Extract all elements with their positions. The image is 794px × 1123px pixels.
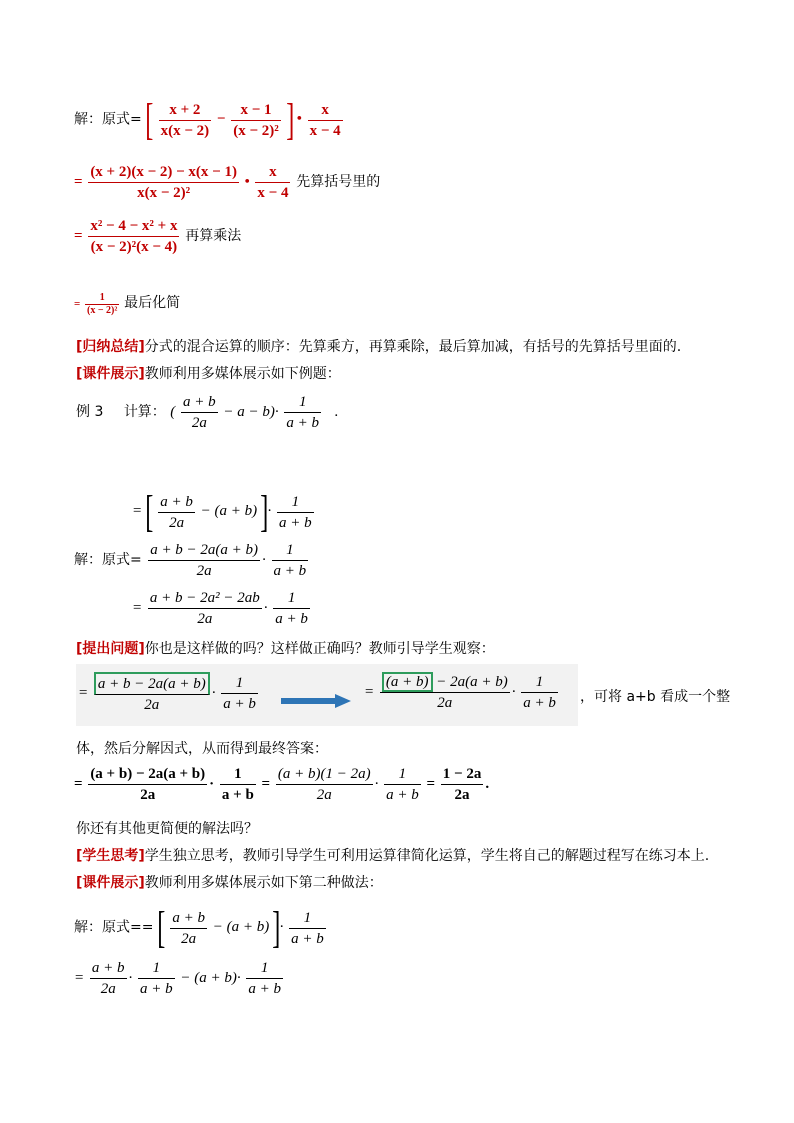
solution2-line-1: = [ $\frac{a + b}{2a}$ − (a + b) ]· $\frac{1}{a + b}$ <box>132 487 312 536</box>
right-arrow-icon <box>281 694 351 708</box>
courseware-paragraph-2: [课件展示]教师利用多媒体展示如下第二种做法： <box>76 875 383 891</box>
fraction: $\frac{(a + b) - 2a(a + b)}{2a}$ <box>90 766 206 803</box>
bracket-left: [ <box>145 487 154 536</box>
solution-line-3: = $\frac{\text{x² − 4 − x² + x}}{\text{(x − 2)²(x − 4)}}$ 再算乘法 <box>74 218 242 255</box>
fraction: $\frac{(x + 2)(x - 2) - x(x - 1)}{\text{x(x − 2)²}}$ <box>90 164 237 201</box>
fraction: $\frac{a + b}{2a}$ <box>183 394 216 431</box>
fraction: $\frac{x - 1}{\text{(x − 2)²}}$ <box>233 101 279 139</box>
fraction: $\frac{1}{a + b}$ <box>286 394 320 431</box>
continuation-text: 体，然后分解因式，从而得到最终答案： <box>76 741 328 757</box>
section-tag: [课件展示] <box>76 875 145 891</box>
fraction: $\frac{a + b}{2a}$ <box>172 909 205 947</box>
fraction: $\frac{(a + b)(1 - 2a)}{2a}$ <box>277 766 371 803</box>
final-answer: = $\frac{(a + b) - 2a(a + b)}{2a}$ · $\frac{1}{a + b}$ = $\frac{(a + b)(1 - 2a)}{2a}$ · $\frac{1}{a + b}$ = $\frac{1 - 2a}{2a}$ . <box>74 766 490 803</box>
fraction: $\frac{1}{a + b}$ <box>291 909 324 947</box>
other-method-question: 你还有其他更简便的解法吗？ <box>76 821 258 837</box>
solution-prefix: 解：原式== <box>74 919 154 936</box>
section-tag: [课件展示] <box>76 366 145 382</box>
fraction: $\frac{1}{a + b}$ <box>221 766 254 803</box>
fraction: $\frac{1}{a + b}$ <box>248 960 281 997</box>
bracket-right: ] <box>260 487 269 536</box>
courseware-paragraph: [课件展示]教师利用多媒体展示如下例题： <box>76 366 341 382</box>
fraction: $\frac{\text{x² − 4 − x² + x}}{\text{(x − 2)²(x − 4)}}$ <box>90 218 178 255</box>
bracket-left: [ <box>157 903 166 952</box>
step-note: 最后化简 <box>124 295 181 312</box>
solution-prefix: 解：原式= <box>74 111 142 128</box>
section-tag: [学生思考] <box>76 848 145 864</box>
step-note: 再算乘法 <box>185 227 242 244</box>
highlight-box: (a + b) <box>382 672 433 692</box>
fraction: $\frac{x}{x - 4}$ <box>257 164 289 201</box>
banner-left-expression: = $\frac{a + b - 2a(a + b)}{2a}$ · $\frac{1}{a + b}$ <box>78 672 260 715</box>
fraction: $\frac{1}{a + b}$ <box>223 675 256 712</box>
step-note: 先算括号里的 <box>296 173 381 190</box>
solution-line-4: = $\frac{1}{\text{(x − 2)²}}$ 最后化简 <box>74 292 181 316</box>
fraction: $\frac{1}{a + b}$ <box>273 542 307 579</box>
solution2-line-3: = $\frac{\text{a + b − 2a² − 2ab}}{2a}$ · $\frac{1}{a + b}$ <box>132 590 308 627</box>
highlight-box: a + b − 2a(a + b) <box>94 672 210 695</box>
fraction: $\frac{1}{a + b}$ <box>275 590 308 627</box>
student-think-paragraph: [学生思考]学生独立思考，教师引导学生可利用运算律简化运算，学生将自己的解题过程写在练习本上. <box>76 848 710 864</box>
section-tag: [提出问题] <box>76 641 145 657</box>
question-paragraph: [提出问题]你也是这样做的吗？这样做正确吗？教师引导学生观察： <box>76 641 495 657</box>
fraction: $\frac{1}{a + b}$ <box>279 493 312 531</box>
fraction: $\frac{1}{a + b}$ <box>386 766 419 803</box>
fraction: $\frac{\text{a + b − 2a² − 2ab}}{2a}$ <box>149 590 260 627</box>
fraction: $\frac{a + b - 2a(a + b)}{2a}$ <box>94 672 210 715</box>
solution-prefix: 解：原式= <box>74 551 142 568</box>
fraction: $\frac{(a + b) - 2a(a + b)}{2a}$ <box>380 672 510 713</box>
example-3: 例 3 计算： ( $\frac{a + b}{2a}$ − a − b)· $\frac{1}{a + b}$ . <box>76 394 339 431</box>
bracket-right: ] <box>272 903 281 952</box>
fraction: $\frac{x}{x - 4}$ <box>309 101 341 139</box>
fraction: $\frac{1 - 2a}{2a}$ <box>442 766 482 803</box>
solution3-line-2: = $\frac{a + b}{2a}$ · $\frac{1}{a + b}$ − (a + b)· $\frac{1}{a + b}$ <box>74 960 281 997</box>
fraction: $\frac{1}{a + b}$ <box>140 960 173 997</box>
example-label: 例 3 <box>76 403 104 420</box>
fraction: $\frac{a + b}{2a}$ <box>91 960 125 997</box>
fraction: $\frac{a + b - 2a(a + b)}{2a}$ <box>150 542 259 579</box>
solution-line-1: 解：原式= [ $\frac{x + 2}{x(x - 2)}$ − $\frac{x - 1}{\text{(x − 2)²}}$ ] • $\frac{x}{x - 4}$ <box>74 95 341 144</box>
solution2-line-2: 解：原式= $\frac{a + b - 2a(a + b)}{2a}$ · $\frac{1}{a + b}$ <box>74 542 307 579</box>
fraction: $\frac{x + 2}{x(x - 2)}$ <box>160 101 210 139</box>
fraction: $\frac{a + b}{2a}$ <box>160 493 193 531</box>
bracket-right: ] <box>285 95 294 144</box>
banner-right-expression: = $\frac{(a + b) - 2a(a + b)}{2a}$ · $\frac{1}{a + b}$ <box>364 674 556 711</box>
fraction: $\frac{1}{a + b}$ <box>523 674 556 711</box>
summary-paragraph: [归纳总结]分式的混合运算的顺序：先算乘方，再算乘除，最后算加减，有括号的先算括号里面的. <box>76 339 682 355</box>
banner-after-text: ，可将 a+b 看成一个整 <box>580 689 731 705</box>
fraction: $\frac{1}{\text{(x − 2)²}}$ <box>87 292 118 316</box>
solution3-line-1: 解：原式== [ $\frac{a + b}{2a}$ − (a + b) ]· $\frac{1}{a + b}$ <box>74 903 324 952</box>
bracket-left: [ <box>145 95 154 144</box>
section-tag: [归纳总结] <box>76 339 145 355</box>
solution-line-2: = $\frac{(x + 2)(x - 2) - x(x - 1)}{\text{x(x − 2)²}}$ • $\frac{x}{x - 4}$ 先算括号里的 <box>74 164 381 201</box>
